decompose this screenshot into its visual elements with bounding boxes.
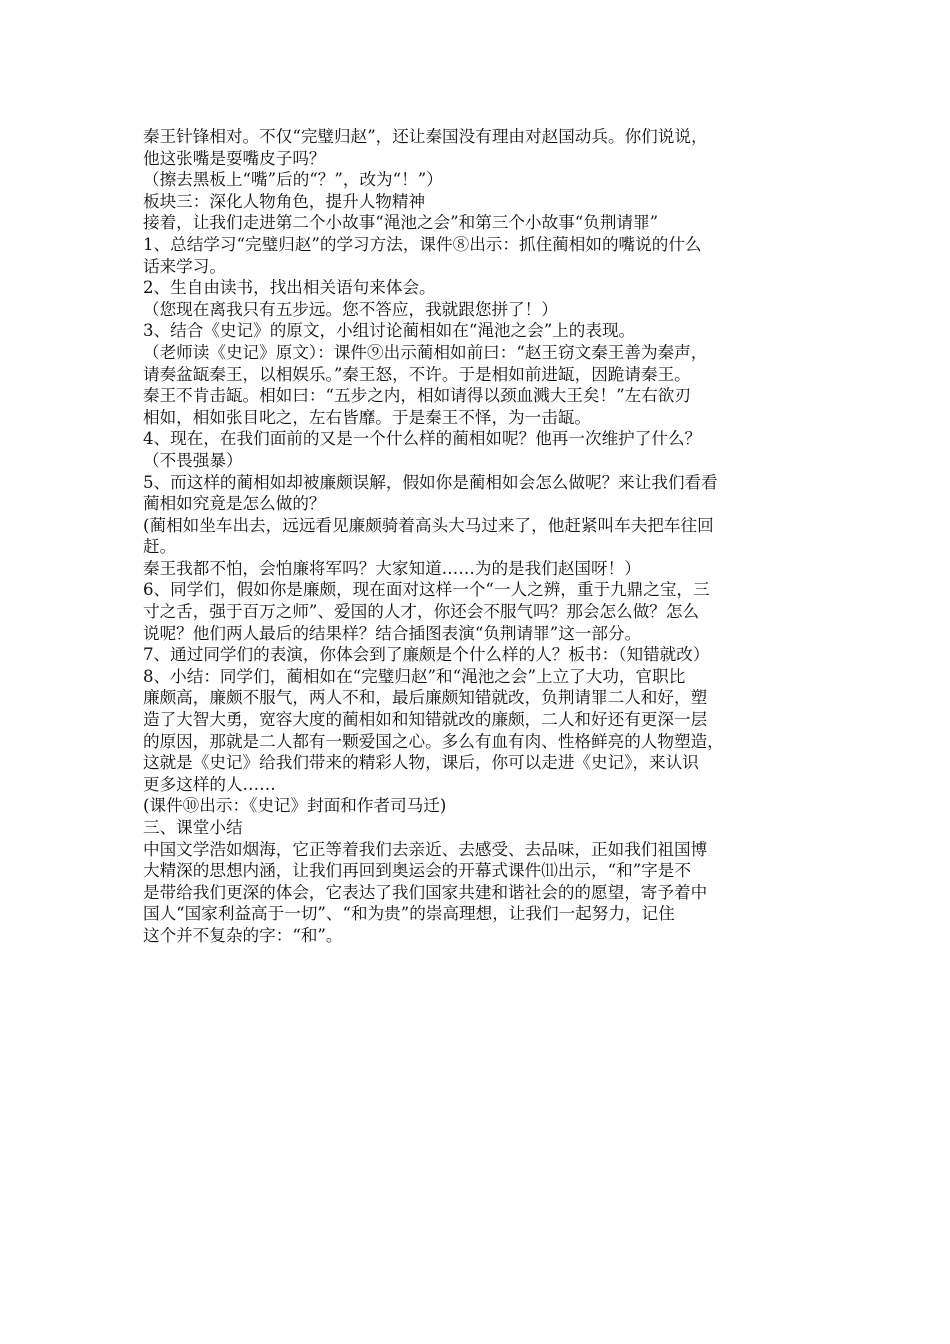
text-line: (课件⑩出示：《史记》封面和作者司马迁)	[143, 796, 447, 816]
text-line: 接着，让我们走进第二个小故事“渑池之会”和第三个小故事“负荆请罪”	[143, 213, 659, 233]
section-heading: 板块三：深化人物角色，提升人物精神	[143, 191, 426, 211]
text-line: 7、通过同学们的表演，你体会到了廉颇是个什么样的人？板书：（知错就改）	[143, 645, 710, 665]
text-line: 寸之舌，强于百万之师”、爱国的人才，你还会不服气吗？那会怎么做？怎么	[143, 602, 700, 622]
text-line: 的原因，那就是二人都有一颗爱国之心。多么有血有肉、性格鲜亮的人物塑造，	[143, 731, 724, 751]
text-line: 这个并不复杂的字：“和”。	[143, 925, 343, 945]
document-body	[143, 126, 813, 947]
text-line: 是带给我们更深的体会，它表达了我们国家共建和谐社会的的愿望，寄予着中	[143, 882, 708, 902]
text-line: 说呢？他们两人最后的结果样？结合插图表演“负荆请罪”这一部分。	[143, 623, 642, 643]
text-line: 这就是《史记》给我们带来的精彩人物，课后，你可以走进《史记》，来认识	[143, 753, 699, 773]
text-line: 赶。	[143, 537, 177, 557]
text-line: 廉颇高，廉颇不服气，两人不和，最后廉颇知错就改，负荆请罪二人和好，塑	[143, 688, 708, 708]
text-line: 6、同学们，假如你是廉颇，现在面对这样一个“一人之辨，重于九鼎之宝，三	[143, 580, 710, 600]
text-line: 造了大智大勇，宽容大度的蔺相如和知错就改的廉颇，二人和好还有更深一层	[143, 710, 708, 730]
text-line: (蔺相如坐车出去，远远看见廉颇骑着高头大马过来了，他赶紧叫车夫把车往回	[143, 515, 714, 535]
text-line: （擦去黑板上“嘴”后的“？”，改为“！”）	[143, 170, 443, 190]
text-line: 话来学习。	[143, 256, 226, 276]
text-line: （老师读《史记》原文）：课件⑨出示蔺相如前曰：“赵王窃文秦王善为秦声，	[143, 342, 708, 362]
text-line: 秦王针锋相对。不仅“完璧归赵”，还让秦国没有理由对赵国动兵。你们说说，	[143, 127, 708, 146]
text-line: 更多这样的人……	[143, 774, 276, 794]
text-line: 2、生自由读书，找出相关语句来体会。	[143, 278, 436, 298]
text-line: 1、总结学习“完璧归赵”的学习方法，课件⑧出示：抓住蔺相如的嘴说的什么	[143, 234, 702, 254]
text-line: 4、现在，在我们面前的又是一个什么样的蔺相如呢？他再一次维护了什么？	[143, 429, 702, 449]
text-line: 国人“国家利益高于一切”、“和为贵”的崇高理想，让我们一起努力，记住	[143, 904, 675, 924]
text-line: 相如，相如张目叱之，左右皆靡。于是秦王不怿，为一击缻。	[143, 407, 592, 427]
text-line: 秦王不肯击缻。相如曰：“五步之内，相如请得以颈血溅大王矣！”左右欲刃	[143, 386, 691, 406]
text-line: 请奏盆缻秦王，以相娱乐。”秦王怒，不许。于是相如前进缻，因跪请秦王。	[143, 364, 691, 384]
text-line: 秦王我都不怕，会怕廉将军吗？大家知道……为的是我们赵国呀！）	[143, 558, 641, 578]
text-line: 大精深的思想内涵，让我们再回到奥运会的开幕式课件⑾出示，“和”字是不	[143, 861, 691, 881]
text-line: 5、而这样的蔺相如却被廉颇误解，假如你是蔺相如会怎么做呢？来让我们看看	[143, 472, 718, 492]
section-heading: 三、课堂小结	[143, 818, 243, 837]
text-line: （您现在离我只有五步远。您不答应，我就跟您拼了！）	[143, 299, 558, 319]
text-line: 8、小结：同学们，蔺相如在“完璧归赵”和“渑池之会”上立了大功，官职比	[143, 666, 686, 686]
text-line: （不畏强暴）	[143, 450, 243, 470]
text-line: 他这张嘴是耍嘴皮子吗？	[143, 148, 326, 168]
text-line: 3、结合《史记》的原文，小组讨论蔺相如在“渑池之会”上的表现。	[143, 321, 636, 341]
text-line: 蔺相如究竟是怎么做的？	[143, 494, 326, 514]
text-line: 中国文学浩如烟海，它正等着我们去亲近、去感受、去品味，正如我们祖国博	[143, 839, 708, 859]
